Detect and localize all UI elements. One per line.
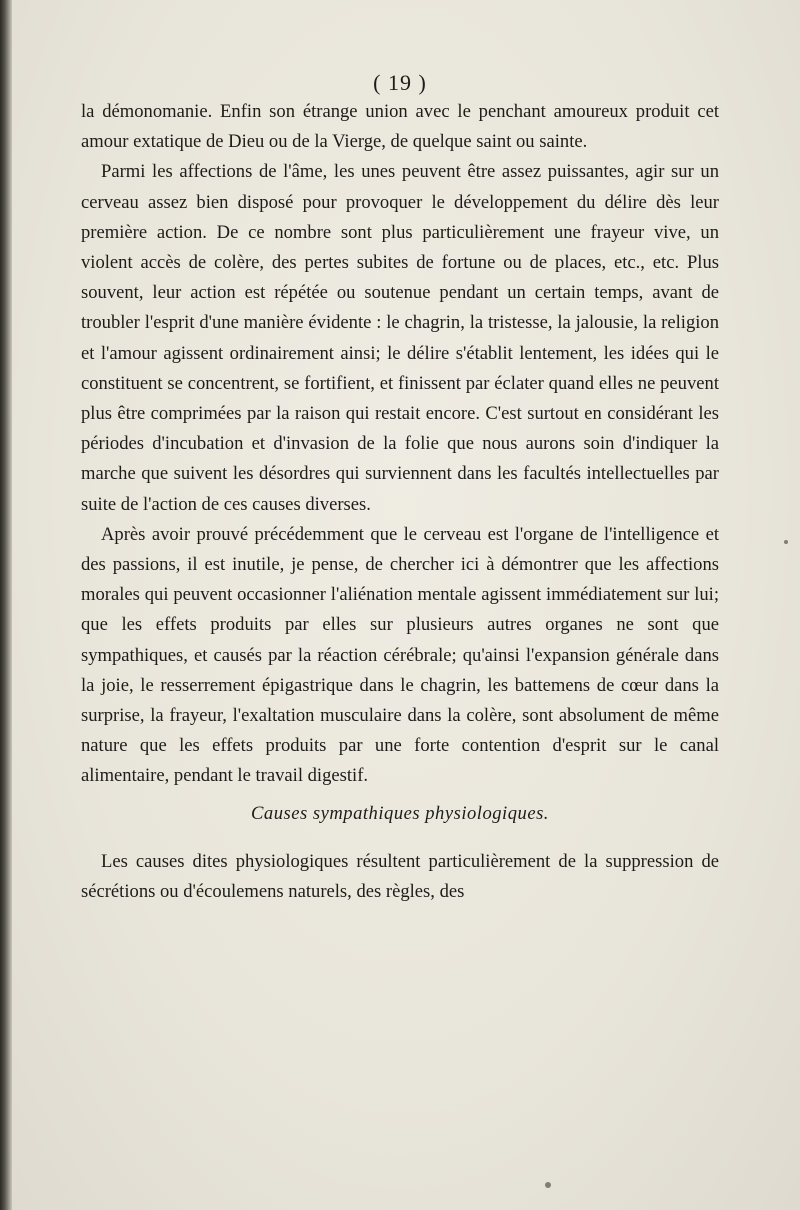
ink-speck — [784, 540, 788, 544]
paragraph-2: Parmi les affections de l'âme, les unes peuvent être assez puissantes, agir sur un cerveau assez bien disposé pour provoquer le développement du délire dès leur première action. De ce nombre sont plus particulièrement une frayeur vive, un violent accès de colère, des pertes subites de fortune ou de places, etc., etc. Plus souvent, leur action est répétée ou soutenue pendant un certain temps, avant de troubler l'esprit d'une manière évidente : le chagrin, la tristesse, la jalousie, la religion et l'amour agissent ordinairement ainsi; le délire s'établit lentement, les idées qui le constituent se concentrent, se fortifient, et finissent par éclater quand elles ne peuvent plus être comprimées par la raison qui restait encore. C'est surtout en considérant les périodes d'incubation et d'invasion de la folie que nous aurons soin d'indiquer la marche que suivent les désordres qui surviennent dans les facultés intellectuelles par suite de l'action de ces causes diverses. — [81, 161, 719, 515]
body-text — [81, 97, 719, 907]
section-heading: Causes sympathiques physiologiques. — [251, 802, 549, 824]
paragraph-4: Les causes dites physiologiques résultent particulièrement de la suppression de sécrétions ou d'écoulemens naturels, des règles, des — [81, 850, 719, 903]
paragraph-3: Après avoir prouvé précédemment que le cerveau est l'organe de l'intelligence et des passions, il est inutile, je pense, de chercher ici à démontrer que les affections morales qui peuvent occasionner l'aliénation mentale agissent immédiatement sur lui; que les effets produits par elles sur plusieurs autres organes ne sont que sympathiques, et causés par la réaction cérébrale; qu'ainsi l'expansion générale dans la joie, le resserrement épigastrique dans le chagrin, les battemens de cœur dans la surprise, la frayeur, l'exaltation musculaire dans la colère, sont absolument de même nature que les effets produits par une forte contention d'esprit sur le canal alimentaire, pendant le travail digestif. — [81, 523, 719, 787]
binding-edge — [0, 0, 12, 1210]
ink-speck — [545, 1182, 551, 1188]
paragraph-1: la démonomanie. Enfin son étrange union avec le penchant amoureux produit cet amour extatique de Dieu ou de la Vierge, de quelque saint ou sainte. — [81, 101, 719, 153]
page-number: ( 19 ) — [373, 70, 427, 95]
